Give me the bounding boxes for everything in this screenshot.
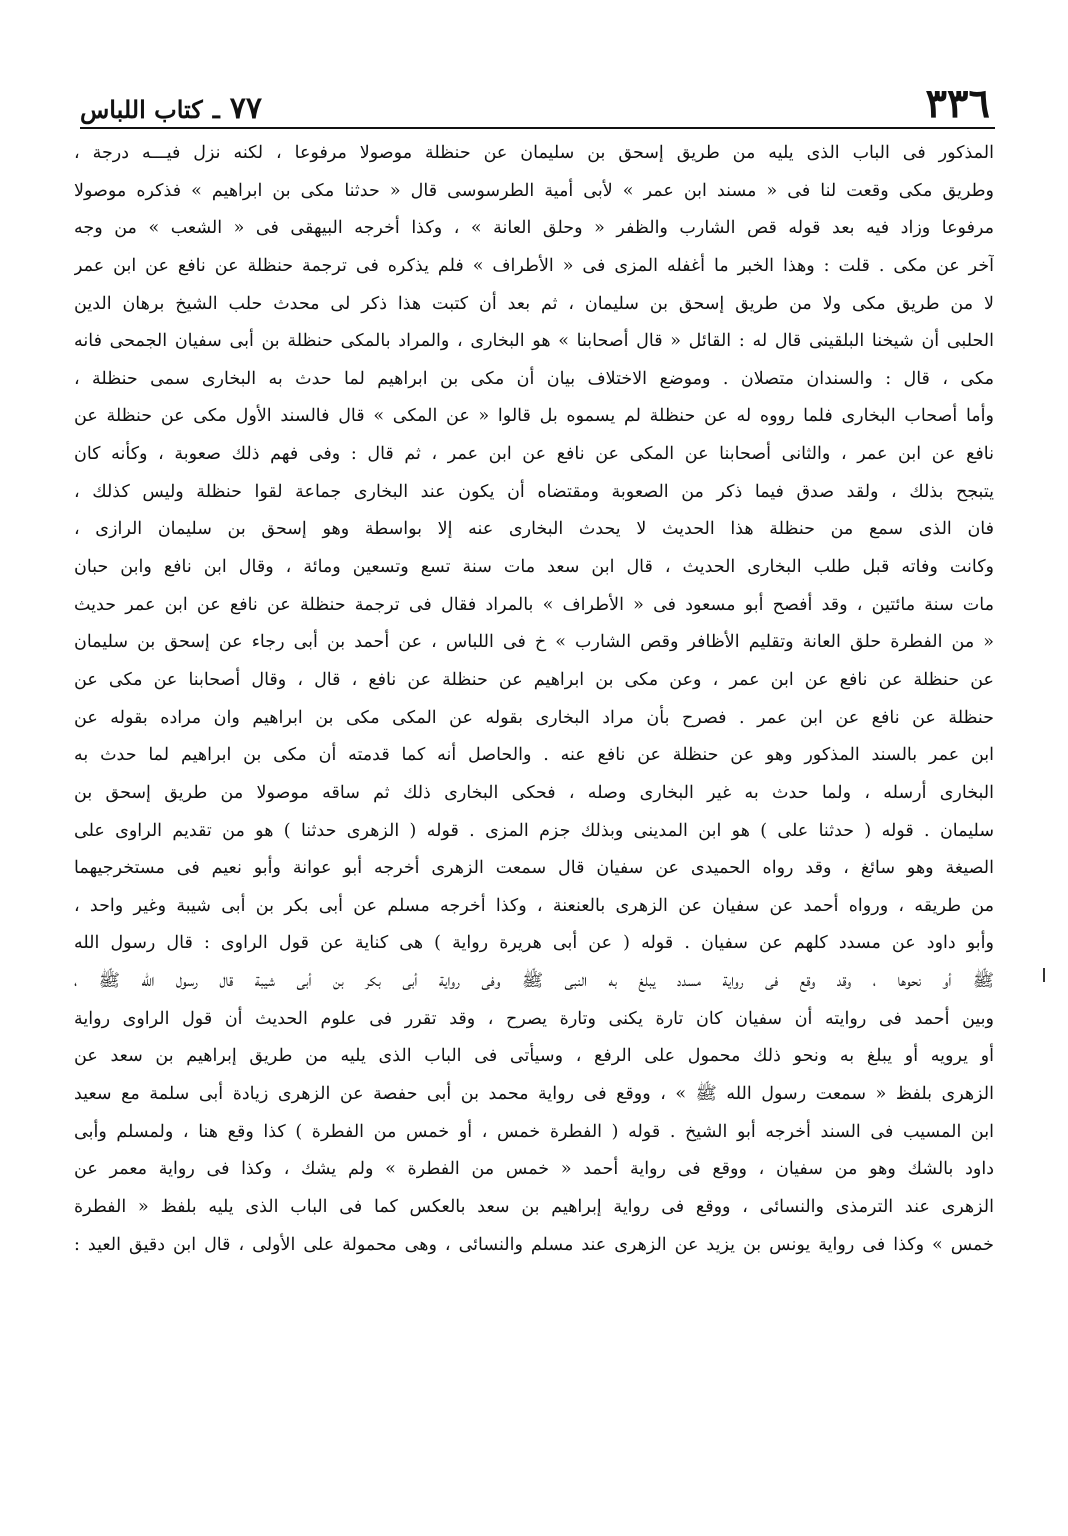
page-header (80, 80, 990, 127)
text-line: من طريقه ، ورواه أحمد عن سفيان عن الزهرى بالعنعنة ، وكذا أخرجه مسلم عن أبى بكر بن أبى شيبة وغير واحد ، (74, 895, 994, 916)
text-line: مرفوعا وزاد فيه بعد قوله قص الشارب والظفر « وحلق العانة » ، وكذا أخرجه البيهقى فى « الشعب » من وجه (74, 218, 994, 239)
text-line: الزهرى عند الترمذى والنسائى ، ووقع فى رواية إبراهيم بن سعد بالعكس كما فى الباب الذى يليه بلفظ « الفطرة (74, 1196, 994, 1217)
text-line: ابن المسيب فى السند أخرجه أبو الشيخ . قوله ( الفطرة خمس ، أو خمس من الفطرة ) كذا وقع هنا ، ولمسلم وأبى (74, 1121, 994, 1142)
text-line: ابن عمر بالسند المذكور وهو عن حنظلة عن نافع عنه . والحاصل أنه كما قدمته أن مكى بن ابراهيم لما حدث به (74, 745, 994, 766)
text-line: البخارى أرسله ، ولما حدث به غير البخارى وصله ، فحكى البخارى ذلك ثم ساقه موصولا من طريق إسحق بن (74, 782, 994, 803)
text-line: مات سنة مائتين ، وقد أفصح أبو مسعود فى « الأطراف » بالمراد فقال فى ترجمة حنظلة عن نافع عن ابن عمر حديث (74, 594, 994, 615)
text-line: وأما أصحاب البخارى فلما رووه له عن حنظلة لم يسموه بل قالوا « عن المكى » قال فالسند الأول مكى عن حنظلة عن (74, 406, 994, 427)
text-line: حنظلة عن نافع عن ابن عمر . فصرح بأن مراد البخارى بقوله عن المكى مكى بن ابراهيم وان مراده بقوله عن (74, 707, 994, 728)
text-line: مكى ، قال : والسندان متصلان . وموضع الاختلاف بيان أن مكى بن ابراهيم لما حدث به البخارى سمى حنظلة ، (74, 368, 994, 389)
text-line: نافع عن ابن عمر ، والثانى أصحابنا عن المكى عن نافع عن ابن عمر ، ثم قال : وفى فهم ذلك صعوبة ، وكأنه كان (74, 444, 994, 465)
text-line (74, 1264, 994, 1302)
chapter-title: كتاب اللباس (80, 95, 203, 124)
text-line: سليمان . قوله ( حدثنا على ) هو ابن المدينى وبذلك جزم المزى . قوله ( الزهرى حدثنا ) هو من تقديم الراوى على (74, 820, 994, 841)
margin-mark (1043, 968, 1045, 982)
text-line: « من الفطرة حلق العانة وتقليم الأظافر وقص الشارب » خ فى اللباس ، عن أحمد بن أبى رجاء عن إسحق بن سليمان (74, 632, 994, 653)
text-line: وأبو داود عن مسدد كلهم عن سفيان . قوله ( عن أبى هريرة رواية ) هى كناية عن قول الراوى : قال رسول الله (74, 933, 994, 954)
text-line: يتبجح بذلك ، ولقد صدق فيما ذكر من الصعوبة ومقتضاه أن يكون عند البخارى جماعة لقوا حنظلة وليس كذلك ، (74, 481, 994, 502)
text-line: وكانت وفاته قبل طلب البخارى الحديث ، قال ابن سعد مات سنة تسع وتسعين ومائة ، وقال ابن نافع وابن حبان (74, 557, 994, 578)
text-line: أو يرويه أو يبلغ به ونحو ذلك محمول على الرفع ، وسيأتى فى الباب الذى يليه من طريق إبراهيم بن سعد عن (74, 1046, 994, 1067)
chapter-number: ٧٧ (229, 91, 262, 126)
text-line: الحلبى أن شيخنا البلقينى قال له : القائل « قال أصحابنا » هو البخارى ، والمراد بالمكى حنظلة بن أبى سفيان الجمحى فانه (74, 331, 994, 352)
text-line: فان الذى سمع من حنظلة هذا الحديث لا يحدث البخارى عنه إلا بواسطة وهو إسحق بن سليمان الرازى ، (74, 519, 994, 540)
header-rule (80, 127, 995, 129)
page-number: ٣٣٦ (925, 80, 990, 127)
text-line: خمس » وكذا فى رواية يونس بن يزيد عن الزهرى عند مسلم والنسائى ، وهى محمولة على الأولى ، قال ابن دقيق العيد : (74, 1234, 994, 1255)
text-line: الصيغة وهو سائغ ، وقد رواه الحميدى عن سفيان قال سمعت الزهرى أخرجه أبو عوانة وأبو نعيم فى مستخرجيهما (74, 858, 994, 879)
text-line: عن حنظلة عن نافع عن ابن عمر ، وعن مكى بن ابراهيم عن حنظلة عن نافع ، قال ، وقال أصحابنا عن مكى عن (74, 669, 994, 690)
text-line: داود بالشك وهو من سفيان ، ووقع فى رواية أحمد « خمس من الفطرة » ولم يشك ، وكذا فى رواية معمر عن (74, 1159, 994, 1180)
text-line: وبين أحمد فى روايته أن سفيان كان تارة يكنى وتارة يصرح ، وقد تقرر فى علوم الحديث أن قول الراوى رواية (74, 1008, 994, 1029)
text-line: وطريق مكى وقعت لنا فى « مسند ابن عمر » لأبى أمية الطرسوسى قال « حدثنا مكى بن ابراهيم » فذكره موصولا (74, 180, 994, 201)
running-head (80, 91, 262, 126)
text-line: المذكور فى الباب الذى يليه من طريق إسحق بن سليمان عن حنظلة موصولا مرفوعا ، لكنه نزل فيـــه درجة ، (74, 143, 994, 163)
text-line: لا من طريق مكى ولا من طريق إسحق بن سليمان ، ثم بعد أن كتبت هذا ذكر لى محدث حلب الشيخ برهان الدين (74, 293, 994, 314)
body-text (74, 135, 994, 1302)
header-separator: ـ (212, 95, 220, 124)
text-line: آخر عن مكى . قلت : وهذا الخبر ما أغفله المزى فى « الأطراف » فلم يذكره فى ترجمة حنظلة عن نافع عن ابن عمر (74, 255, 994, 276)
text-line: ﷺ أو نحوها ، وقد وقع فى رواية مسدد يبلغ به النبى ﷺ وفى رواية أبى بكر بن أبى شيبة قال رسول الله ﷺ ، (74, 971, 994, 992)
text-line: الزهرى بلفظ « سمعت رسول الله ﷺ » ، ووقع فى رواية محمد بن أبى حفصة عن الزهرى زيادة أبى سلمة مع سعيد (74, 1084, 994, 1105)
